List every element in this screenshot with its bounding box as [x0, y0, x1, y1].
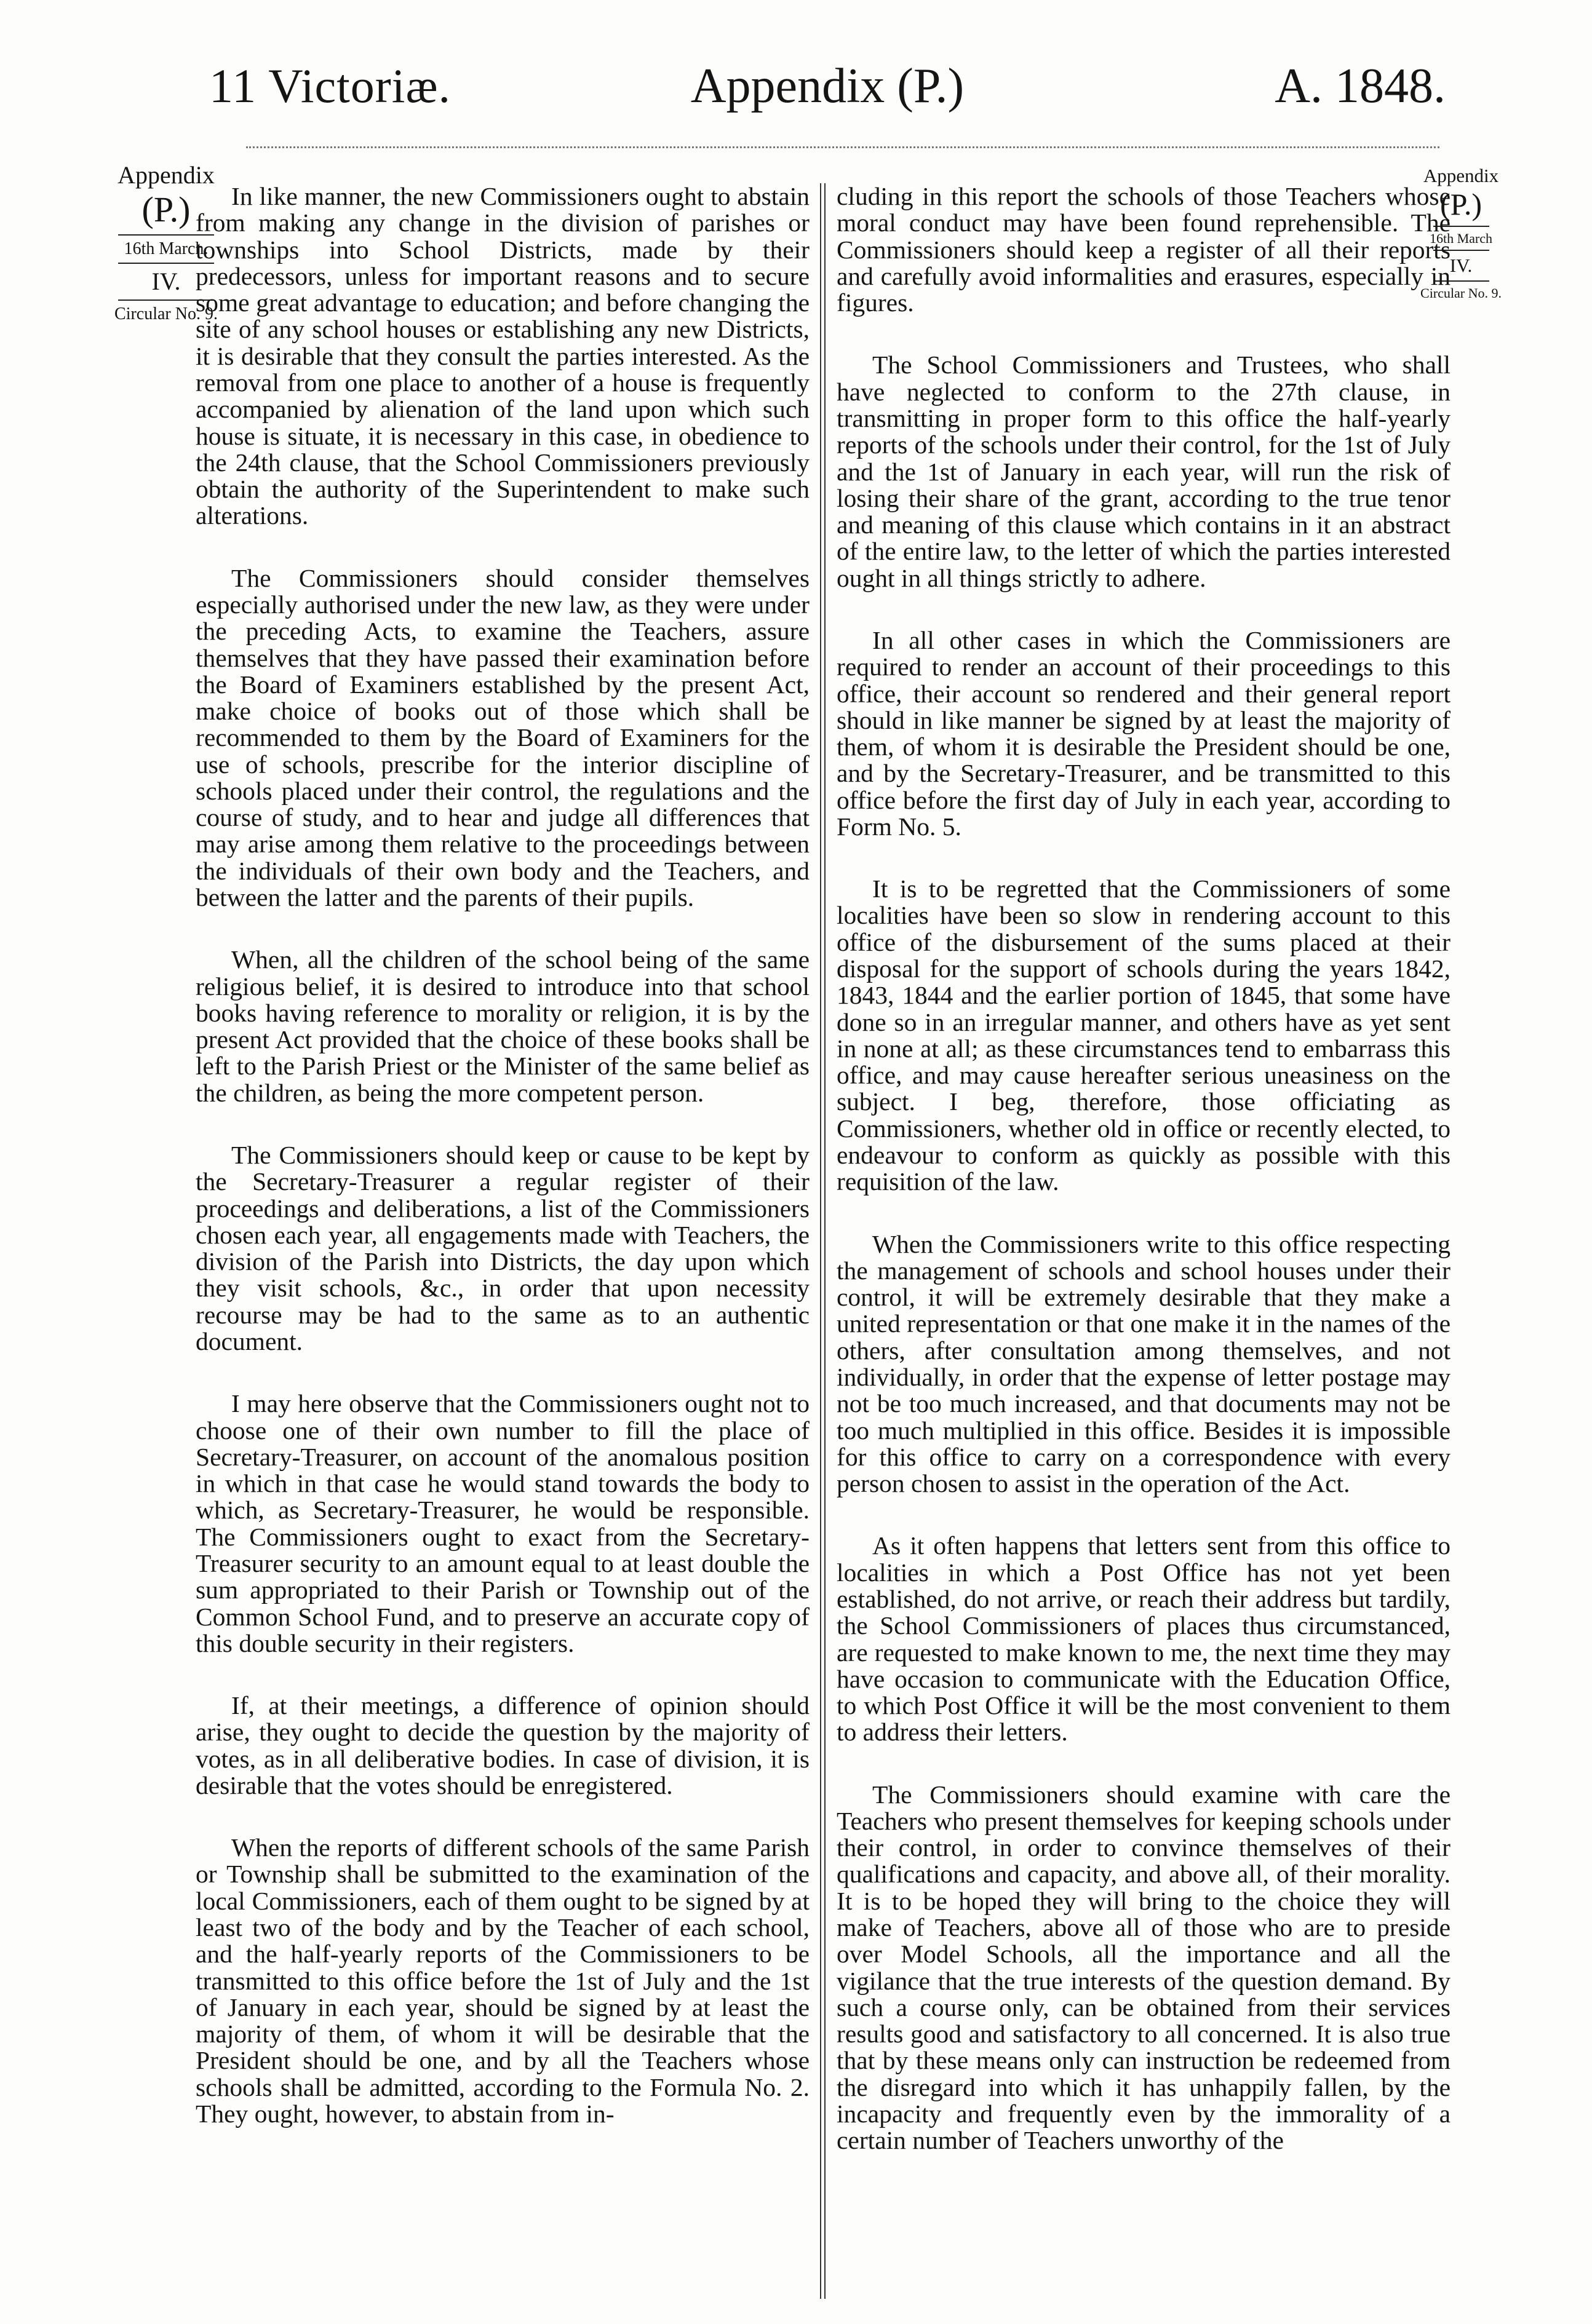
header-reign: 11 Victoriæ.: [209, 59, 451, 113]
left-margin-appendix: Appendix: [117, 161, 215, 189]
left-margin-date: 16th March.: [124, 239, 209, 258]
paragraph-secretary-treasurer: I may here observe that the Commissioners ought not to choose one of their own number to fill the place of Secretary-Treasurer, on account of the anomalous position in which in that case he would stand towards the body to which, as Secretary-Treasurer, he would be responsible. The Commissioners ought to exact from the Secretary-Treasurer security to an amount equal to at least double the sum appropriated to their Parish or Township out of the Common School Fund, and to preserve an accurate copy of this double security in their registers.: [196, 1389, 810, 1657]
column-divider: [820, 183, 821, 2299]
left-margin-circular: Circular No. 9.: [114, 304, 218, 323]
paragraph-27th-clause: The School Commissioners and Trustees, who shall have neglected to conform to the 27th clause, in transmitting in proper form to this office the half-yearly reports of the schools under their control, for the 1st of July and the 1st of January in each year, will run the risk of losing their share of the grant, according to the true tenor and meaning of this clause which contains in it an abstract of the entire law, to the letter of which the parties interested ought in all things strictly to adhere.: [837, 351, 1451, 592]
paragraph-reports-continued: cluding in this report the schools of those Teachers whose moral conduct may have been found reprehensible. The Commissioners should keep a register of all their reports and carefully avoid informalities and erasures, especially in figures.: [837, 183, 1451, 317]
page-header: [209, 58, 1446, 132]
paragraph-districts: In like manner, the new Commissioners ought to abstain from making any change in the division of parishes or townships into School Districts, made by their predecessors, unless for important reasons and to secure some great advantage to education; and before changing the site of any school houses or establishing any new Districts, it is desirable that they consult the parties interested. As the removal from one place to another of a house is frequently accompanied by alienation of the land upon which such house is situate, it is necessary in this case, in obedience to the 24th clause, that the School Commissioners previously obtain the authority of the Superintendent to make such alterations.: [196, 183, 810, 530]
paragraph-general-report: In all other cases in which the Commissioners are required to render an account of their proceedings to this office, their account so rendered and their general report should in like manner be signed by at least the majority of them, of whom it is desirable the President should be one, and by the Secretary-Treasurer, and be transmitted to this office before the first day of July in each year, according to Form No. 5.: [837, 625, 1451, 841]
right-margin-section: IV.: [1449, 255, 1473, 277]
paragraph-reports: When the reports of different schools of the same Parish or Township shall be submitted to the examination of the local Commissioners, each of them ought to be signed by at least two of the body and by the Teacher of each school, and the half-yearly reports of the Commissioners to be transmitted to this office before the 1st of July and the 1st of January in each year, should be signed by at least the majority of them, of whom it will be desirable that the President should be one, and by all the Teachers whose schools shall be admitted, according to the Formula No. 2. They ought, however, to abstain from in-: [196, 1833, 810, 2128]
paragraph-meetings: If, at their meetings, a difference of opinion should arise, they ought to decide the question by the majority of votes, as in all deliberative bodies. In case of division, it is desirable that the votes should be enregistered.: [196, 1691, 810, 1799]
right-margin-date: 16th March: [1429, 231, 1493, 247]
left-margin-section: IV.: [151, 267, 181, 295]
right-margin-circular: Circular No. 9.: [1420, 285, 1502, 301]
paragraph-post-office: As it often happens that letters sent from this office to localities in which a Post Office has not yet been established, do not arrive, or reach their address but tardily, the School Commissioners of places thus circumstanced, are requested to make known to me, the next time they may have occasion to communicate with the Education Office, to which Post Office it will be the most convenient to them to address their letters.: [837, 1531, 1451, 1747]
paragraph-commissioners-authority: The Commissioners should consider themselves especially authorised under the new law, as they were under the preceding Acts, to examine the Teachers, assure themselves that they have passed their examination before the Board of Examiners established by the present Act, make choice of books out of those which shall be recommended to them by the Board of Examiners for the use of schools, prescribe for the interior discipline of schools placed under their control, the regulations and the course of study, and to hear and judge all differences that may arise among them relative to the proceedings between the individuals of their own body and the Teachers, and between the latter and the parents of their pupils.: [196, 563, 810, 912]
paragraph-register: The Commissioners should keep or cause to be kept by the Secretary-Treasurer a regular register of their proceedings and deliberations, a list of the Commissioners chosen each year, all engagements made with Teachers, the division of the Parish into Districts, the day upon which they visit schools, &c., in order that upon necessity recourse may be had to the same as to an authentic document.: [196, 1141, 810, 1355]
right-column: [837, 183, 1451, 2299]
header-appendix: Appendix (P.): [690, 59, 965, 113]
paragraph-disbursement: It is to be regretted that the Commissioners of some localities have been so slow in rendering account to this office of the disbursement of the sums placed at their disposal for the support of schools during the years 1842, 1843, 1844 and the earlier portion of 1845, that some have done so in an irregular manner, and others have as yet sent in none at all; as these circumstances tend to embarrass this office, and may cause hereafter serious uneasiness on the subject. I beg, therefore, those officiating as Commissioners, whether old in office or recently elected, to endeavour to conform as quickly as possible with this requisition of the law.: [837, 874, 1451, 1196]
right-margin-appendix: Appendix: [1423, 165, 1499, 186]
left-column: [196, 183, 810, 2299]
paragraph-correspondence: When the Commissioners write to this office respecting the management of schools and school houses under their control, it will be extremely desirable that they make a united representation or that one make it in the names of the others, after consultation among themselves, and not individually, in order that the expense of letter postage may not be too much increased, and that documents may not be too much multiplied in this office. Besides it is impossible for this office to carry on a correspondence with every person chosen to assist in the operation of the Act.: [837, 1229, 1451, 1498]
paragraph-teachers: The Commissioners should examine with care the Teachers who present themselves for keeping schools under their control, in order to convince themselves of their qualifications and capacity, and above all, of their morality. It is to be hoped they will bring to the choice they will make of Teachers, above all of those who are to preside over Model Schools, all the importance and all the vigilance that the true interests of the question demand. By such a course only, can be obtained from their services results good and satisfactory to all concerned. It is also true that by these means only can instruction be redeemed from the disregard into which it has unhappily fallen, by the incapacity and frequently even by the immorality of a certain number of Teachers unworthy of the: [837, 1780, 1451, 2155]
header-rule: [246, 146, 1439, 148]
header-year: A. 1848.: [1275, 59, 1446, 113]
left-margin-letter: (P.): [141, 189, 191, 229]
paragraph-religious-books: When, all the children of the school being of the same religious belief, it is desired to introduce into that school books having reference to morality or religion, it is by the present Act provided that the choice of these books shall be left to the Parish Priest or the Minister of the same belief as the children, as being the more competent person.: [196, 945, 810, 1107]
column-divider-inner: [824, 183, 826, 2299]
right-margin-letter: (P.): [1439, 186, 1483, 221]
